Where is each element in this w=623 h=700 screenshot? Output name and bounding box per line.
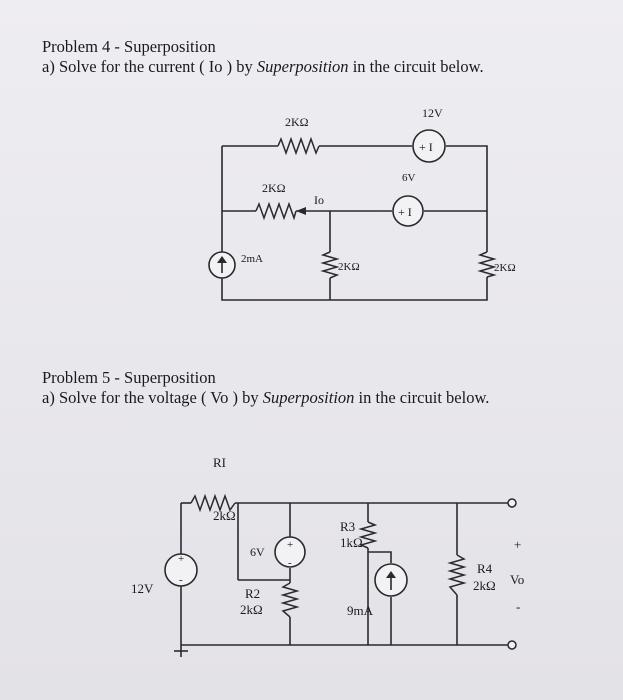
r3-value-label: 1kΩ (340, 535, 363, 550)
circuit1-top-resistor-label: 2KΩ (285, 115, 309, 129)
problem4-question: a) Solve for the current ( Io ) by Superposition in the circuit below. (42, 57, 484, 76)
problem5-question: a) Solve for the voltage ( Vo ) by Superposition in the circuit below. (42, 388, 490, 407)
circuit1-2ma-label: 2mA (241, 253, 263, 265)
circuit1-right-resistor-label: 2KΩ (494, 262, 516, 274)
vo-minus-label: - (516, 599, 521, 614)
r2-name-label: R2 (245, 586, 261, 601)
circuit1-center-resistor-label: 2KΩ (338, 261, 360, 273)
problem4-title: Problem 4 - Superposition (42, 37, 216, 56)
circuit1-mid-resistor-label: 2KΩ (262, 181, 286, 195)
circuit2-9ma-label: 9mA (347, 603, 373, 618)
circuit2-12v-source (165, 553, 197, 586)
svg-text:-: - (179, 574, 183, 586)
circuit2-12v-label: 12V (131, 581, 154, 596)
svg-text:+ I: + I (398, 205, 412, 219)
circuit2-r2-resistor (283, 583, 297, 617)
r2-value-label: 2kΩ (240, 602, 263, 617)
svg-text:+ I: + I (419, 140, 433, 154)
vo-label: Vo (510, 572, 525, 587)
io-label: Io (314, 193, 324, 207)
circuit2-6v-label: 6V (250, 545, 265, 559)
circuit2-6v-source (275, 537, 305, 569)
svg-text:-: - (288, 557, 292, 569)
circuit2-r3-resistor (361, 522, 375, 548)
circuit2-current-source (375, 564, 407, 596)
vo-plus-label: + (514, 537, 522, 552)
r3-name-label: R3 (340, 519, 356, 534)
svg-text:+: + (287, 539, 294, 551)
r4-name-label: R4 (477, 561, 493, 576)
circuit2-r4-resistor (450, 555, 464, 595)
vo-terminal-top (508, 499, 516, 507)
r1-name-label: RI (213, 455, 226, 470)
problem5-title: Problem 5 - Superposition (42, 368, 216, 387)
r4-value-label: 2kΩ (473, 578, 496, 593)
circuit1-12v-label: 12V (422, 106, 443, 120)
circuit1-6v-label: 6V (402, 172, 416, 184)
vo-terminal-bottom (508, 641, 516, 649)
r1-value-label: 2kΩ (213, 508, 236, 523)
svg-text:+: + (178, 553, 185, 565)
